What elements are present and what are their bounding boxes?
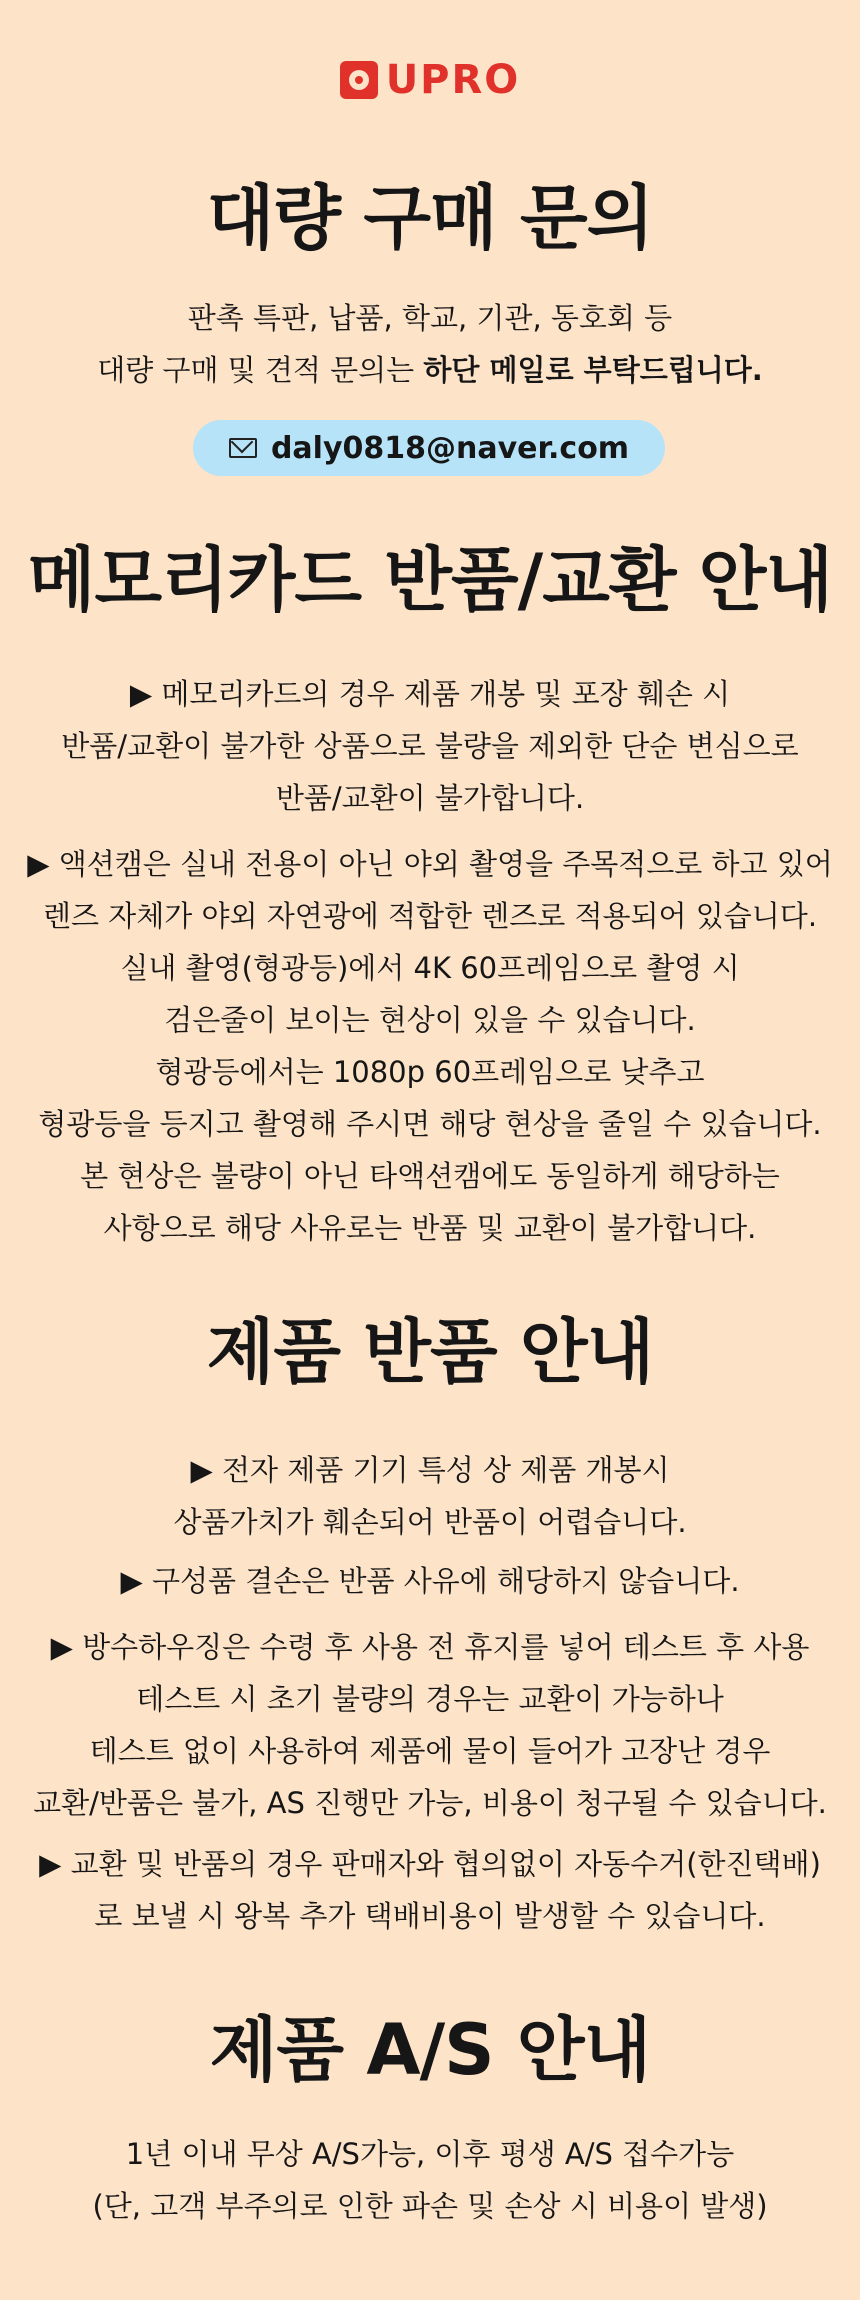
returns-title: 제품 반품 안내 <box>206 1311 654 1393</box>
bulk-line-2-bold: 하단 메일로 부탁드립니다. <box>423 353 763 387</box>
as-line: 1년 이내 무상 A/S가능, 이후 평생 A/S 접수가능 <box>125 2137 735 2171</box>
returns-block-2 <box>0 1555 860 1607</box>
memory-title: 메모리카드 반품/교환 안내 <box>27 539 833 621</box>
memory-line: ▶ 액션캠은 실내 전용이 아닌 야외 촬영을 주목적으로 하고 있어 <box>27 847 833 881</box>
brand-logo <box>0 57 860 103</box>
memory-line: 사항으로 해당 사유로는 반품 및 교환이 불가합니다. <box>103 1211 757 1245</box>
returns-line: 테스트 없이 사용하여 제품에 물이 들어가 고장난 경우 <box>89 1734 771 1768</box>
returns-line: 로 보낼 시 왕복 추가 택배비용이 발생할 수 있습니다. <box>94 1899 766 1933</box>
memory-line: 렌즈 자체가 야외 자연광에 적합한 렌즈로 적용되어 있습니다. <box>42 899 818 933</box>
returns-line: 상품가치가 훼손되어 반품이 어렵습니다. <box>173 1505 687 1539</box>
bulk-line-2-normal: 대량 구매 및 견적 문의는 <box>97 353 424 387</box>
logo-mark-icon <box>340 61 378 99</box>
returns-line: ▶ 방수하우징은 수령 후 사용 전 휴지를 넣어 테스트 후 사용 <box>50 1630 810 1664</box>
memory-block-2 <box>0 838 860 1254</box>
returns-line: ▶ 구성품 결손은 반품 사유에 해당하지 않습니다. <box>120 1564 740 1598</box>
returns-block-3 <box>0 1621 860 1829</box>
returns-block-1 <box>0 1444 860 1548</box>
returns-line: ▶ 교환 및 반품의 경우 판매자와 협의없이 자동수거(한진택배) <box>39 1847 821 1881</box>
bulk-line-2 <box>0 344 860 396</box>
returns-line: 교환/반품은 불가, AS 진행만 가능, 비용이 청구될 수 있습니다. <box>33 1786 827 1820</box>
returns-block-4 <box>0 1838 860 1942</box>
logo-text: UPRO <box>385 57 521 103</box>
memory-section <box>0 538 860 622</box>
as-line: (단, 고객 부주의로 인한 파손 및 손상 시 비용이 발생) <box>92 2189 768 2223</box>
memory-line: 실내 촬영(형광등)에서 4K 60프레임으로 촬영 시 <box>120 951 740 985</box>
mail-icon <box>229 438 257 458</box>
bulk-description <box>0 292 860 396</box>
returns-line: 테스트 시 초기 불량의 경우는 교환이 가능하나 <box>136 1682 724 1716</box>
memory-line: 형광등에서는 1080p 60프레임으로 낮추고 <box>155 1055 705 1089</box>
returns-section <box>0 1310 860 1394</box>
email-address[interactable]: daly0818@naver.com <box>270 430 630 466</box>
bulk-line-1: 판촉 특판, 납품, 학교, 기관, 동호회 등 <box>187 301 673 335</box>
memory-line: 형광등을 등지고 촬영해 주시면 해당 현상을 줄일 수 있습니다. <box>38 1107 822 1141</box>
bulk-title: 대량 구매 문의 <box>206 177 654 259</box>
bulk-section <box>0 176 860 260</box>
memory-line: 본 현상은 불량이 아닌 타액션캠에도 동일하게 해당하는 <box>80 1159 780 1193</box>
memory-line: 검은줄이 보이는 현상이 있을 수 있습니다. <box>164 1003 696 1037</box>
memory-line: 반품/교환이 불가한 상품으로 불량을 제외한 단순 변심으로 <box>61 729 799 763</box>
as-title: 제품 A/S 안내 <box>209 2009 651 2091</box>
memory-block-1 <box>0 668 860 824</box>
email-badge[interactable] <box>193 420 665 476</box>
memory-line: 반품/교환이 불가합니다. <box>275 781 585 815</box>
as-section <box>0 2008 860 2092</box>
returns-line: ▶ 전자 제품 기기 특성 상 제품 개봉시 <box>190 1453 670 1487</box>
as-block <box>0 2128 860 2232</box>
memory-line: ▶ 메모리카드의 경우 제품 개봉 및 포장 훼손 시 <box>129 677 731 711</box>
